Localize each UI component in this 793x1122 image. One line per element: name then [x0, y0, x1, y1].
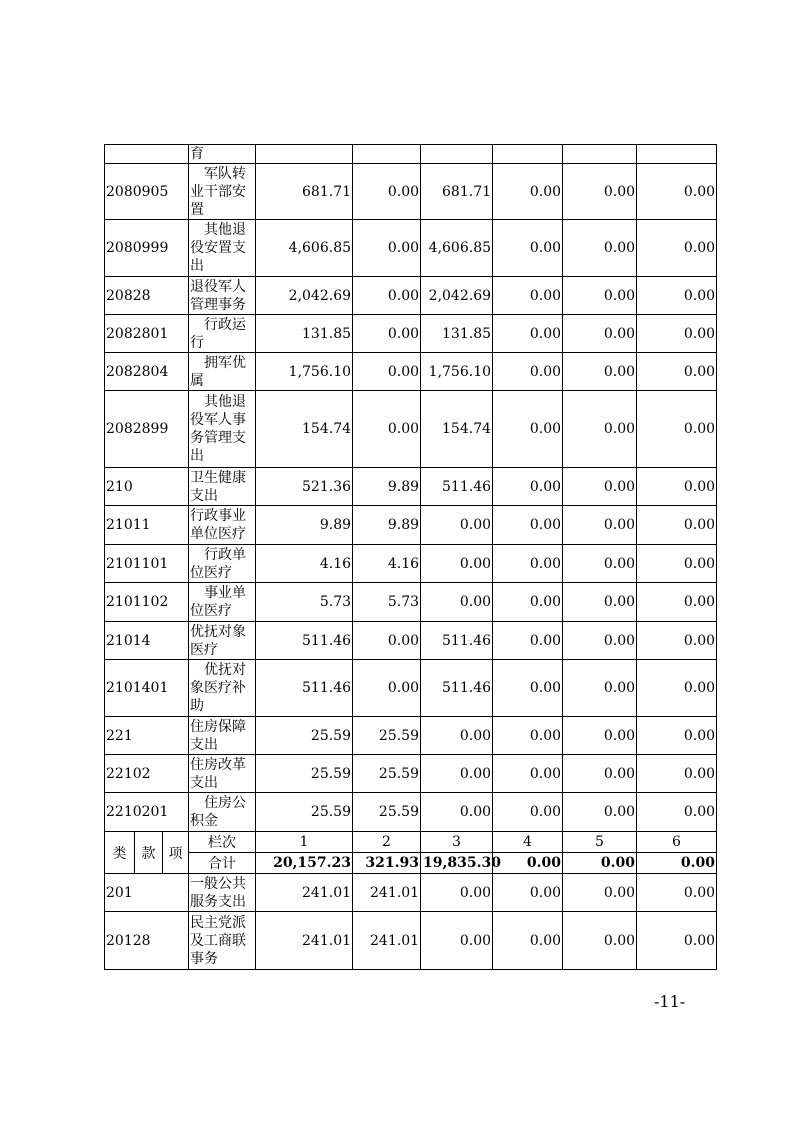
header-lei: 类 [105, 832, 135, 874]
row-value: 0.00 [563, 545, 637, 583]
row-value: 0.00 [421, 506, 493, 545]
table-row [105, 912, 717, 970]
row-name: 军队转业干部安置 [189, 164, 256, 220]
row-value: 0.00 [563, 717, 637, 755]
total-value: 0.00 [563, 853, 637, 874]
row-value: 0.00 [493, 622, 563, 660]
row-code: 2080999 [105, 220, 189, 277]
row-name: 行政运行 [189, 315, 256, 353]
row-value: 0.00 [493, 583, 563, 622]
header-column-number: 1 [256, 832, 353, 853]
row-value: 0.00 [637, 660, 717, 717]
row-name: 住房保障支出 [189, 717, 256, 755]
row-value: 25.59 [256, 717, 353, 755]
row-value: 0.00 [493, 545, 563, 583]
table-row [105, 793, 717, 832]
row-code: 2101102 [105, 583, 189, 622]
row-value: 25.59 [353, 717, 421, 755]
row-value: 5.73 [353, 583, 421, 622]
row-value: 681.71 [256, 164, 353, 220]
row-value: 0.00 [637, 874, 717, 912]
table-body-bottom [105, 874, 717, 970]
row-value [563, 145, 637, 164]
table-row [105, 622, 717, 660]
row-value: 131.85 [421, 315, 493, 353]
row-value: 0.00 [563, 164, 637, 220]
table-row [105, 220, 717, 277]
header-xiang: 项 [163, 832, 189, 874]
row-value: 511.46 [421, 622, 493, 660]
row-code: 21011 [105, 506, 189, 545]
table-row [105, 506, 717, 545]
row-value [421, 145, 493, 164]
row-value: 0.00 [563, 622, 637, 660]
row-value: 521.36 [256, 468, 353, 506]
row-value: 241.01 [256, 912, 353, 970]
row-code: 2082804 [105, 353, 189, 391]
total-row [105, 853, 717, 874]
total-value: 20,157.23 [256, 853, 353, 874]
row-name: 住房公积金 [189, 793, 256, 832]
row-value: 241.01 [353, 874, 421, 912]
total-value: 0.00 [637, 853, 717, 874]
row-value: 0.00 [637, 391, 717, 468]
row-value: 0.00 [493, 391, 563, 468]
row-value: 0.00 [563, 874, 637, 912]
row-value: 0.00 [563, 468, 637, 506]
row-name: 优抚对象医疗补助 [189, 660, 256, 717]
row-value: 0.00 [637, 506, 717, 545]
row-value: 4,606.85 [421, 220, 493, 277]
header-column-number: 5 [563, 832, 637, 853]
row-value: 0.00 [563, 353, 637, 391]
row-value: 0.00 [353, 660, 421, 717]
row-value: 0.00 [493, 755, 563, 793]
row-code: 2082801 [105, 315, 189, 353]
total-value: 19,835.30 [421, 853, 493, 874]
row-value: 0.00 [637, 583, 717, 622]
row-value: 0.00 [637, 622, 717, 660]
row-value: 0.00 [493, 793, 563, 832]
table-row [105, 145, 717, 164]
row-name: 一般公共服务支出 [189, 874, 256, 912]
row-name: 行政单位医疗 [189, 545, 256, 583]
row-value: 0.00 [637, 755, 717, 793]
row-value: 0.00 [637, 468, 717, 506]
row-code: 2101101 [105, 545, 189, 583]
row-name: 卫生健康支出 [189, 468, 256, 506]
table-row [105, 468, 717, 506]
row-value: 2,042.69 [256, 277, 353, 315]
row-value: 0.00 [421, 717, 493, 755]
row-value: 4.16 [256, 545, 353, 583]
row-value: 0.00 [421, 912, 493, 970]
header-column-label: 栏次 [189, 832, 256, 853]
row-value: 241.01 [353, 912, 421, 970]
row-value: 9.89 [256, 506, 353, 545]
row-value: 0.00 [493, 164, 563, 220]
row-value: 0.00 [353, 164, 421, 220]
row-value: 25.59 [256, 755, 353, 793]
row-value: 0.00 [637, 277, 717, 315]
table-body-top [105, 145, 717, 832]
row-value: 0.00 [353, 277, 421, 315]
row-code: 2210201 [105, 793, 189, 832]
row-code: 22102 [105, 755, 189, 793]
expenditure-table-sheet [104, 144, 716, 970]
row-value: 25.59 [353, 793, 421, 832]
row-value: 0.00 [637, 164, 717, 220]
row-value: 4,606.85 [256, 220, 353, 277]
row-value: 9.89 [353, 506, 421, 545]
row-value: 0.00 [563, 506, 637, 545]
row-code: 221 [105, 717, 189, 755]
row-value: 0.00 [353, 622, 421, 660]
row-code: 20828 [105, 277, 189, 315]
row-value: 0.00 [353, 353, 421, 391]
table-row [105, 874, 717, 912]
row-code: 2080905 [105, 164, 189, 220]
row-value: 0.00 [421, 583, 493, 622]
row-value: 0.00 [563, 793, 637, 832]
row-name: 其他退役安置支出 [189, 220, 256, 277]
row-value: 511.46 [421, 468, 493, 506]
row-value: 0.00 [637, 220, 717, 277]
row-value: 25.59 [256, 793, 353, 832]
expenditure-table [104, 144, 717, 970]
table-row [105, 277, 717, 315]
row-name: 退役军人管理事务 [189, 277, 256, 315]
row-value: 0.00 [563, 277, 637, 315]
row-code: 2101401 [105, 660, 189, 717]
table-row [105, 660, 717, 717]
row-code: 2082899 [105, 391, 189, 468]
row-value: 1,756.10 [421, 353, 493, 391]
row-value: 0.00 [353, 220, 421, 277]
row-value: 0.00 [637, 353, 717, 391]
total-value: 321.93 [353, 853, 421, 874]
table-row [105, 164, 717, 220]
row-value: 511.46 [256, 622, 353, 660]
row-value: 5.73 [256, 583, 353, 622]
row-name: 其他退役军人事务管理支出 [189, 391, 256, 468]
row-value: 511.46 [256, 660, 353, 717]
row-name: 民主党派及工商联事务 [189, 912, 256, 970]
row-value: 154.74 [256, 391, 353, 468]
header-column-number: 2 [353, 832, 421, 853]
row-name: 优抚对象医疗 [189, 622, 256, 660]
table-row [105, 315, 717, 353]
row-code: 20128 [105, 912, 189, 970]
row-value [353, 145, 421, 164]
total-label: 合计 [189, 853, 256, 874]
row-value: 0.00 [563, 391, 637, 468]
row-value: 681.71 [421, 164, 493, 220]
table-row [105, 391, 717, 468]
header-column-number: 4 [493, 832, 563, 853]
header-row [105, 832, 717, 853]
table-row [105, 755, 717, 793]
row-value: 0.00 [563, 220, 637, 277]
row-value: 0.00 [493, 874, 563, 912]
row-value: 0.00 [563, 583, 637, 622]
row-value: 154.74 [421, 391, 493, 468]
row-name: 育 [189, 145, 256, 164]
row-value: 0.00 [493, 717, 563, 755]
row-value: 1,756.10 [256, 353, 353, 391]
row-code: 21014 [105, 622, 189, 660]
row-value: 25.59 [353, 755, 421, 793]
row-value [256, 145, 353, 164]
row-value: 0.00 [637, 717, 717, 755]
table-row [105, 353, 717, 391]
row-value [493, 145, 563, 164]
row-value: 0.00 [637, 315, 717, 353]
row-value: 0.00 [493, 660, 563, 717]
row-value: 0.00 [563, 912, 637, 970]
row-value: 0.00 [637, 793, 717, 832]
row-value: 0.00 [493, 277, 563, 315]
row-value: 0.00 [563, 660, 637, 717]
row-value: 0.00 [493, 506, 563, 545]
row-value: 0.00 [563, 755, 637, 793]
row-value: 0.00 [421, 874, 493, 912]
row-value: 0.00 [493, 912, 563, 970]
row-value: 511.46 [421, 660, 493, 717]
row-value: 4.16 [353, 545, 421, 583]
row-code: 210 [105, 468, 189, 506]
table-row [105, 583, 717, 622]
row-value: 0.00 [493, 468, 563, 506]
row-value: 0.00 [493, 315, 563, 353]
row-value: 0.00 [493, 353, 563, 391]
table-row [105, 717, 717, 755]
page-number: -11- [654, 992, 686, 1011]
row-value: 2,042.69 [421, 277, 493, 315]
row-value: 9.89 [353, 468, 421, 506]
row-name: 住房改革支出 [189, 755, 256, 793]
row-value [637, 145, 717, 164]
row-name: 拥军优属 [189, 353, 256, 391]
row-code [105, 145, 189, 164]
row-value: 0.00 [493, 220, 563, 277]
row-value: 131.85 [256, 315, 353, 353]
table-header-block [105, 832, 717, 874]
row-value: 0.00 [421, 793, 493, 832]
row-value: 0.00 [637, 545, 717, 583]
table-row [105, 545, 717, 583]
row-value: 0.00 [421, 545, 493, 583]
row-name: 行政事业单位医疗 [189, 506, 256, 545]
row-value: 0.00 [353, 315, 421, 353]
header-column-number: 3 [421, 832, 493, 853]
row-value: 0.00 [637, 912, 717, 970]
row-name: 事业单位医疗 [189, 583, 256, 622]
total-value: 0.00 [493, 853, 563, 874]
row-value: 241.01 [256, 874, 353, 912]
header-column-number: 6 [637, 832, 717, 853]
header-kuan: 款 [135, 832, 163, 874]
row-value: 0.00 [563, 315, 637, 353]
row-value: 0.00 [421, 755, 493, 793]
row-code: 201 [105, 874, 189, 912]
row-value: 0.00 [353, 391, 421, 468]
